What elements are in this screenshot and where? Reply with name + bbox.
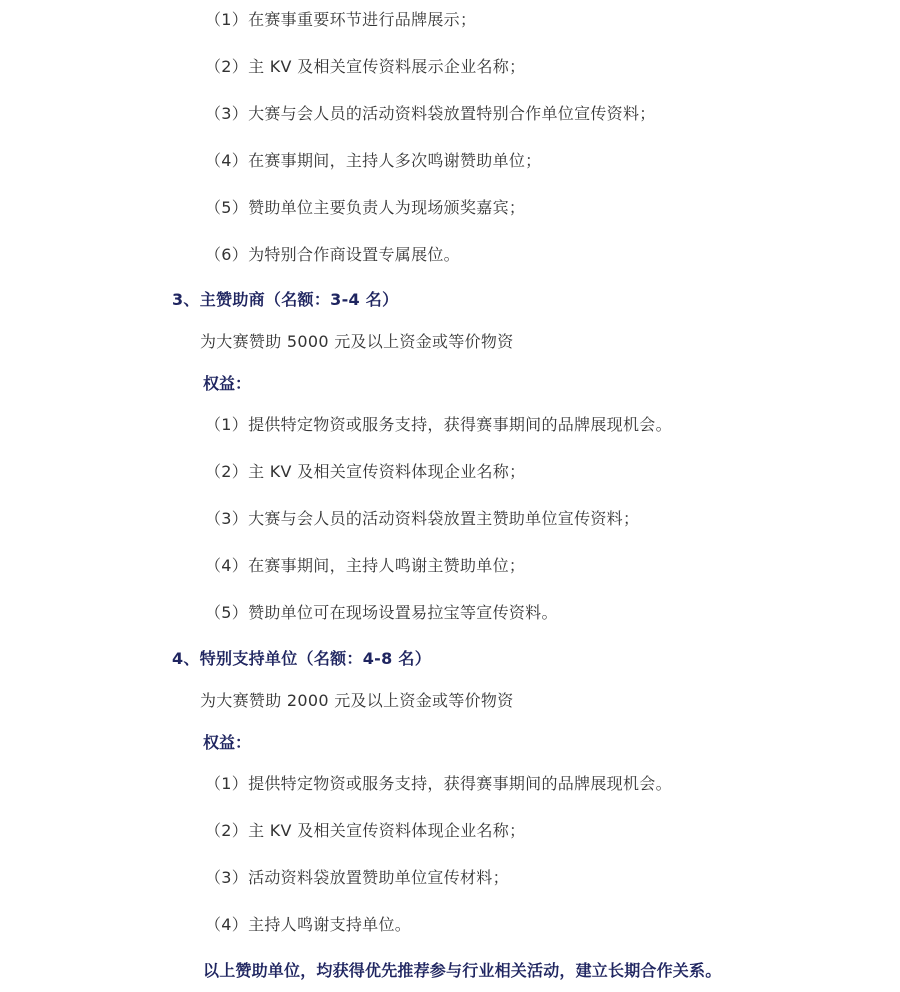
section-4-heading: 4、特别支持单位（名额：4-8 名）: [172, 649, 432, 668]
section-3-benefit-item-1: （1）提供特定物资或服务支持，获得赛事期间的品牌展现机会。: [205, 415, 672, 434]
section-4-benefit-item-3: （3）活动资料袋放置赞助单位宣传材料；: [205, 868, 509, 887]
top-benefit-item-6: （6）为特别合作商设置专属展位。: [205, 245, 460, 264]
section-3-benefit-item-4: （4）在赛事期间，主持人鸣谢主赞助单位；: [205, 556, 526, 575]
section-3-heading: 3、主赞助商（名额：3-4 名）: [172, 290, 399, 309]
section-4-benefit-item-2: （2）主 KV 及相关宣传资料体现企业名称；: [205, 821, 526, 840]
footer-note: 以上赞助单位，均获得优先推荐参与行业相关活动，建立长期合作关系。: [203, 961, 722, 980]
top-benefit-item-3: （3）大赛与会人员的活动资料袋放置特别合作单位宣传资料；: [205, 104, 656, 123]
section-4-benefits-label: 权益：: [203, 733, 252, 752]
section-3-benefit-item-3: （3）大赛与会人员的活动资料袋放置主赞助单位宣传资料；: [205, 509, 640, 528]
top-benefit-item-5: （5）赞助单位主要负责人为现场颁奖嘉宾；: [205, 198, 526, 217]
top-benefit-item-4: （4）在赛事期间，主持人多次鸣谢赞助单位；: [205, 151, 542, 170]
section-3-benefits-label: 权益：: [203, 374, 252, 393]
section-3-benefit-item-5: （5）赞助单位可在现场设置易拉宝等宣传资料。: [205, 603, 558, 622]
top-benefit-item-1: （1）在赛事重要环节进行品牌展示；: [205, 10, 477, 29]
section-3-description: 为大赛赞助 5000 元及以上资金或等价物资: [200, 332, 514, 351]
section-4-description: 为大赛赞助 2000 元及以上资金或等价物资: [200, 691, 514, 710]
section-4-benefit-item-1: （1）提供特定物资或服务支持，获得赛事期间的品牌展现机会。: [205, 774, 672, 793]
top-benefit-item-2: （2）主 KV 及相关宣传资料展示企业名称；: [205, 57, 526, 76]
section-3-benefit-item-2: （2）主 KV 及相关宣传资料体现企业名称；: [205, 462, 526, 481]
section-4-benefit-item-4: （4）主持人鸣谢支持单位。: [205, 915, 412, 934]
